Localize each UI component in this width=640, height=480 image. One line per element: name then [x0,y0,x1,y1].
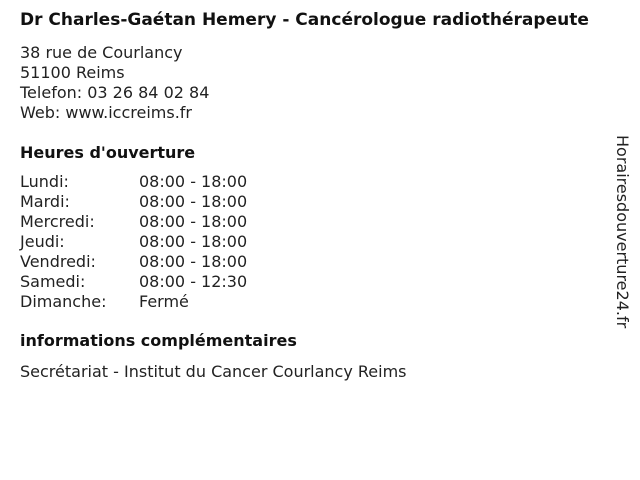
day-label: Dimanche: [20,292,107,311]
time-value: 08:00 - 18:00 [139,172,248,191]
time-value: 08:00 - 18:00 [139,232,248,251]
day-label: Mercredi: [20,212,95,231]
day-label: Samedi: [20,272,86,291]
address-street: 38 rue de Courlancy [20,43,183,62]
hours-row-dimanche [20,292,620,312]
day-label: Jeudi: [20,232,65,251]
day-label: Vendredi: [20,252,96,271]
website: Web: www.iccreims.fr [20,103,193,122]
day-label: Mardi: [20,192,70,211]
phone-number: Telefon: 03 26 84 02 84 [20,83,210,102]
brand-watermark: Horairesdouverture24.fr [613,135,632,329]
business-card [20,10,620,382]
address-city: 51100 Reims [20,63,125,82]
time-value: 08:00 - 18:00 [139,212,248,231]
time-value: 08:00 - 12:30 [139,272,248,291]
page-title: Dr Charles-Gaétan Hemery - Cancérologue radiothérapeute [20,10,589,30]
info-text: Secrétariat - Institut du Cancer Courlancy Reims [20,362,407,381]
hours-row-mercredi [20,212,620,232]
info-heading: informations complémentaires [20,331,297,350]
time-value: 08:00 - 18:00 [139,252,248,271]
hours-table [20,172,620,312]
time-value: Fermé [139,292,189,311]
time-value: 08:00 - 18:00 [139,192,248,211]
hours-row-jeudi [20,232,620,252]
hours-row-lundi [20,172,620,192]
day-label: Lundi: [20,172,69,191]
hours-row-mardi [20,192,620,212]
address-block [20,43,620,123]
hours-row-vendredi [20,252,620,272]
hours-heading: Heures d'ouverture [20,143,196,162]
hours-row-samedi [20,272,620,292]
